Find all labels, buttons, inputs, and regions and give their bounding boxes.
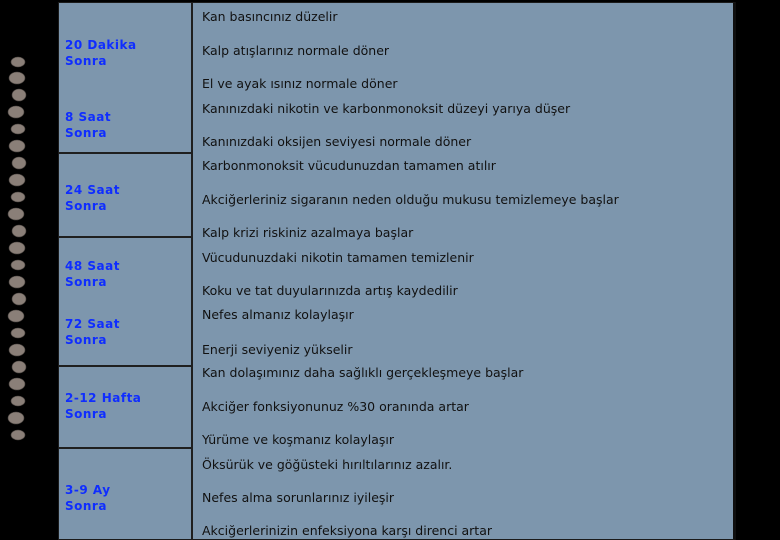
effect-text: Vücudunuzdaki nikotin tamamen temizlenir <box>202 250 474 265</box>
effect-text: Enerji seviyeniz yükselir <box>202 342 353 357</box>
effect-text: Kalp atışlarınız normale döner <box>202 43 390 58</box>
stone-column-decoration <box>0 0 40 540</box>
effect-text: Kanınızdaki nikotin ve karbonmonoksit düzeyi yarıya düşer <box>202 101 571 116</box>
effect-text: Akciğerleriniz sigaranın neden olduğu mukusu temizlemeye başlar <box>202 192 619 207</box>
time-label-48-hours: 48 Saat Sonra <box>65 259 120 289</box>
row-separator <box>59 236 193 238</box>
time-label-20-minutes: 20 Dakika Sonra <box>65 38 137 68</box>
time-label-2-12-weeks: 2-12 Hafta Sonra <box>65 391 142 421</box>
effect-text: Öksürük ve göğüsteki hırıltılarınız azalır. <box>202 457 453 472</box>
row-separator <box>59 447 193 449</box>
effect-text: Yürüme ve koşmanız kolaylaşır <box>202 432 395 447</box>
time-label-3-9-months: 3-9 Ay Sonra <box>65 483 111 513</box>
effect-text: Kanınızdaki oksijen seviyesi normale döner <box>202 134 472 149</box>
effect-text: Nefes almanız kolaylaşır <box>202 307 354 322</box>
effect-text: Kan dolaşımınız daha sağlıklı gerçekleşmeye başlar <box>202 365 524 380</box>
column-divider <box>191 3 193 539</box>
effect-text: Akciğer fonksiyonunuz %30 oranında artar <box>202 399 469 414</box>
effect-text: Karbonmonoksit vücudunuzdan tamamen atılır <box>202 158 496 173</box>
effect-text: Koku ve tat duyularınızda artış kaydedilir <box>202 283 458 298</box>
row-separator <box>59 365 193 367</box>
effect-text: Kalp krizi riskiniz azalmaya başlar <box>202 225 414 240</box>
effect-text: El ve ayak ısınız normale döner <box>202 76 398 91</box>
effect-text: Kan basıncınız düzelir <box>202 9 338 24</box>
time-label-8-hours: 8 Saat Sonra <box>65 110 112 140</box>
timeline-table <box>58 2 736 540</box>
effect-text: Nefes alma sorunlarınız iyileşir <box>202 490 395 505</box>
time-label-72-hours: 72 Saat Sonra <box>65 317 120 347</box>
time-label-24-hours: 24 Saat Sonra <box>65 183 120 213</box>
effect-text: Akciğerlerinizin enfeksiyona karşı direnci artar <box>202 523 493 538</box>
row-separator <box>59 152 193 154</box>
